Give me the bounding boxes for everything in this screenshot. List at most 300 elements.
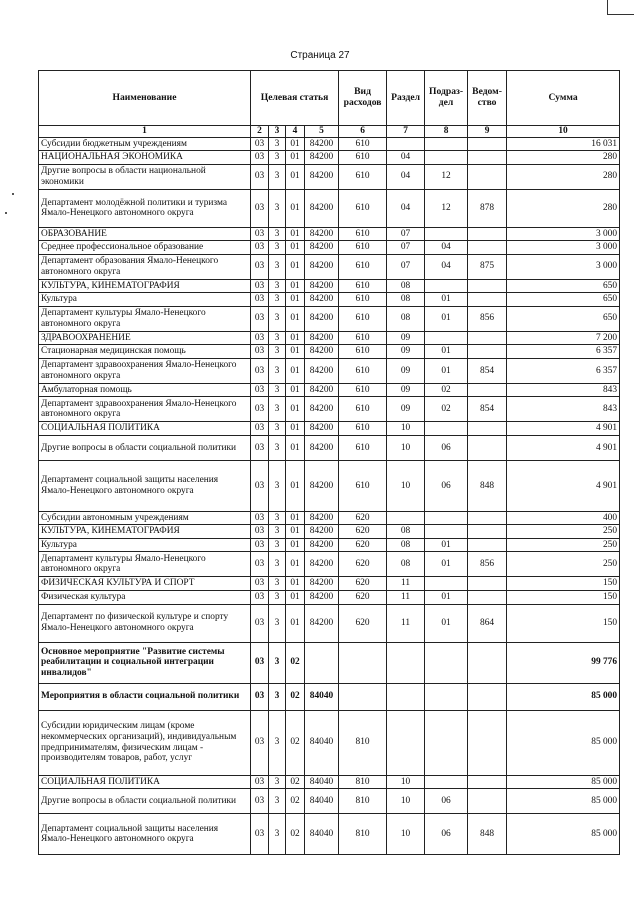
row-name: Стационарная медицинская помощь xyxy=(39,345,251,359)
target-code-3: 01 xyxy=(286,604,305,642)
section: 11 xyxy=(387,590,425,604)
row-name: Департамент культуры Ямало-Ненецкого автономного округа xyxy=(39,552,251,577)
target-code-1: 03 xyxy=(251,642,269,683)
department-code: 875 xyxy=(468,254,507,279)
target-code-1: 03 xyxy=(251,525,269,539)
subsection xyxy=(425,331,468,345)
sum-value: 99 776 xyxy=(507,642,620,683)
target-code-4: 84200 xyxy=(305,538,339,552)
target-code-2: 3 xyxy=(269,710,286,775)
section: 08 xyxy=(387,306,425,331)
subsection: 04 xyxy=(425,254,468,279)
department-code xyxy=(468,642,507,683)
page-number: Страница 27 xyxy=(290,50,350,61)
table-row xyxy=(39,306,620,331)
department-code: 854 xyxy=(468,358,507,383)
target-code-2: 3 xyxy=(269,189,286,227)
target-code-2: 3 xyxy=(269,538,286,552)
target-code-1: 03 xyxy=(251,279,269,293)
target-code-2: 3 xyxy=(269,241,286,255)
department-code xyxy=(468,590,507,604)
target-code-3: 01 xyxy=(286,525,305,539)
header-expense-type: Вид расходов xyxy=(339,71,387,126)
column-number: 4 xyxy=(286,126,305,138)
section: 04 xyxy=(387,189,425,227)
table-row xyxy=(39,814,620,855)
table-row xyxy=(39,683,620,710)
target-code-1: 03 xyxy=(251,460,269,511)
target-code-3: 02 xyxy=(286,710,305,775)
column-number: 10 xyxy=(507,126,620,138)
subsection: 02 xyxy=(425,383,468,397)
expense-type: 610 xyxy=(339,397,387,422)
target-code-3: 01 xyxy=(286,538,305,552)
subsection: 01 xyxy=(425,306,468,331)
header-name: Наименование xyxy=(39,71,251,126)
target-code-4: 84200 xyxy=(305,241,339,255)
subsection xyxy=(425,775,468,789)
target-code-1: 03 xyxy=(251,397,269,422)
table-row xyxy=(39,435,620,460)
expense-type: 610 xyxy=(339,151,387,165)
target-code-3: 01 xyxy=(286,460,305,511)
subsection: 06 xyxy=(425,460,468,511)
target-code-2: 3 xyxy=(269,525,286,539)
subsection: 12 xyxy=(425,189,468,227)
department-code xyxy=(468,683,507,710)
target-code-4: 84200 xyxy=(305,164,339,189)
subsection: 02 xyxy=(425,397,468,422)
department-code xyxy=(468,422,507,436)
target-code-1: 03 xyxy=(251,435,269,460)
section xyxy=(387,511,425,525)
row-name: Основное мероприятие "Развитие системы реабилитации и социальной интеграции инвалидов" xyxy=(39,642,251,683)
table-row xyxy=(39,279,620,293)
section: 10 xyxy=(387,789,425,814)
target-code-4: 84200 xyxy=(305,279,339,293)
table-row xyxy=(39,538,620,552)
subsection: 06 xyxy=(425,789,468,814)
target-code-4: 84200 xyxy=(305,552,339,577)
department-code xyxy=(468,538,507,552)
table-row xyxy=(39,710,620,775)
target-code-3: 01 xyxy=(286,189,305,227)
target-code-3: 01 xyxy=(286,164,305,189)
expense-type: 610 xyxy=(339,254,387,279)
target-code-2: 3 xyxy=(269,683,286,710)
section: 09 xyxy=(387,383,425,397)
header-sum: Сумма xyxy=(507,71,620,126)
expense-type: 610 xyxy=(339,435,387,460)
target-code-1: 03 xyxy=(251,552,269,577)
subsection: 01 xyxy=(425,538,468,552)
subsection xyxy=(425,151,468,165)
target-code-2: 3 xyxy=(269,511,286,525)
target-code-1: 03 xyxy=(251,306,269,331)
row-name: Департамент здравоохранения Ямало-Ненецкого автономного округа xyxy=(39,397,251,422)
sum-value: 85 000 xyxy=(507,710,620,775)
target-code-1: 03 xyxy=(251,137,269,151)
expense-type: 610 xyxy=(339,460,387,511)
subsection: 01 xyxy=(425,604,468,642)
section: 09 xyxy=(387,345,425,359)
sum-value: 400 xyxy=(507,511,620,525)
target-code-3: 01 xyxy=(286,137,305,151)
sum-value: 16 031 xyxy=(507,137,620,151)
row-name: Другие вопросы в области социальной политики xyxy=(39,435,251,460)
row-name: Департамент социальной защиты населения Ямало-Ненецкого автономного округа xyxy=(39,814,251,855)
table-row xyxy=(39,590,620,604)
target-code-1: 03 xyxy=(251,189,269,227)
row-name: Мероприятия в области социальной политики xyxy=(39,683,251,710)
department-code xyxy=(468,331,507,345)
target-code-2: 3 xyxy=(269,604,286,642)
target-code-2: 3 xyxy=(269,254,286,279)
sum-value: 4 901 xyxy=(507,422,620,436)
section: 08 xyxy=(387,552,425,577)
sum-value: 85 000 xyxy=(507,775,620,789)
target-code-2: 3 xyxy=(269,422,286,436)
target-code-4: 84200 xyxy=(305,306,339,331)
target-code-3: 02 xyxy=(286,789,305,814)
target-code-2: 3 xyxy=(269,137,286,151)
target-code-4: 84200 xyxy=(305,358,339,383)
row-name: СОЦИАЛЬНАЯ ПОЛИТИКА xyxy=(39,775,251,789)
table-row xyxy=(39,525,620,539)
subsection xyxy=(425,422,468,436)
target-code-2: 3 xyxy=(269,151,286,165)
row-name: Культура xyxy=(39,293,251,307)
scan-speck xyxy=(5,212,7,214)
expense-type: 620 xyxy=(339,577,387,591)
section: 07 xyxy=(387,241,425,255)
target-code-3: 01 xyxy=(286,577,305,591)
scan-speck xyxy=(12,193,14,195)
expense-type: 810 xyxy=(339,814,387,855)
target-code-4: 84200 xyxy=(305,525,339,539)
department-code: 848 xyxy=(468,814,507,855)
target-code-4: 84200 xyxy=(305,137,339,151)
row-name: Субсидии бюджетным учреждениям xyxy=(39,137,251,151)
table-row xyxy=(39,151,620,165)
row-name: Департамент культуры Ямало-Ненецкого автономного округа xyxy=(39,306,251,331)
target-code-4: 84200 xyxy=(305,254,339,279)
table-row xyxy=(39,789,620,814)
expense-type: 610 xyxy=(339,358,387,383)
section: 10 xyxy=(387,460,425,511)
section: 04 xyxy=(387,151,425,165)
section: 11 xyxy=(387,577,425,591)
column-number: 9 xyxy=(468,126,507,138)
subsection: 01 xyxy=(425,552,468,577)
row-name: Другие вопросы в области национальной экономики xyxy=(39,164,251,189)
sum-value: 250 xyxy=(507,552,620,577)
row-name: ОБРАЗОВАНИЕ xyxy=(39,227,251,241)
sum-value: 85 000 xyxy=(507,789,620,814)
row-name: Культура xyxy=(39,538,251,552)
column-number-row xyxy=(39,126,620,138)
section: 08 xyxy=(387,538,425,552)
expense-type: 620 xyxy=(339,552,387,577)
expense-type: 810 xyxy=(339,710,387,775)
target-code-3: 01 xyxy=(286,151,305,165)
target-code-4: 84200 xyxy=(305,397,339,422)
target-code-3: 01 xyxy=(286,293,305,307)
section: 10 xyxy=(387,435,425,460)
target-code-2: 3 xyxy=(269,227,286,241)
row-name: ЗДРАВООХРАНЕНИЕ xyxy=(39,331,251,345)
department-code xyxy=(468,227,507,241)
target-code-4: 84040 xyxy=(305,789,339,814)
sum-value: 150 xyxy=(507,590,620,604)
table-row xyxy=(39,383,620,397)
table-row xyxy=(39,331,620,345)
target-code-4: 84200 xyxy=(305,435,339,460)
target-code-3: 01 xyxy=(286,552,305,577)
sum-value: 6 357 xyxy=(507,358,620,383)
sum-value: 280 xyxy=(507,189,620,227)
target-code-3: 01 xyxy=(286,241,305,255)
table-row xyxy=(39,254,620,279)
target-code-2: 3 xyxy=(269,293,286,307)
target-code-2: 3 xyxy=(269,358,286,383)
section: 10 xyxy=(387,422,425,436)
target-code-3: 01 xyxy=(286,511,305,525)
expense-type: 610 xyxy=(339,331,387,345)
target-code-1: 03 xyxy=(251,241,269,255)
subsection: 01 xyxy=(425,358,468,383)
row-name: Амбулаторная помощь xyxy=(39,383,251,397)
target-code-4: 84200 xyxy=(305,345,339,359)
target-code-3: 02 xyxy=(286,775,305,789)
table-row xyxy=(39,358,620,383)
department-code xyxy=(468,293,507,307)
section xyxy=(387,137,425,151)
subsection: 01 xyxy=(425,590,468,604)
table-row xyxy=(39,293,620,307)
column-number: 6 xyxy=(339,126,387,138)
section: 09 xyxy=(387,397,425,422)
subsection xyxy=(425,577,468,591)
target-code-2: 3 xyxy=(269,164,286,189)
target-code-3: 01 xyxy=(286,383,305,397)
department-code: 864 xyxy=(468,604,507,642)
target-code-3: 01 xyxy=(286,331,305,345)
column-number: 7 xyxy=(387,126,425,138)
subsection: 12 xyxy=(425,164,468,189)
target-code-4: 84200 xyxy=(305,422,339,436)
table-row xyxy=(39,345,620,359)
row-name: Департамент здравоохранения Ямало-Ненецкого автономного округа xyxy=(39,358,251,383)
department-code xyxy=(468,137,507,151)
table-row xyxy=(39,511,620,525)
table-row xyxy=(39,227,620,241)
corner-mark xyxy=(607,0,634,15)
department-code: 848 xyxy=(468,460,507,511)
sum-value: 150 xyxy=(507,604,620,642)
row-name: Субсидии юридическим лицам (кроме некоммерческих организаций), индивидуальным предпринимателям, физическим лицам - производителям товаров, работ, услуг xyxy=(39,710,251,775)
target-code-2: 3 xyxy=(269,814,286,855)
table-row xyxy=(39,604,620,642)
header-section: Раздел xyxy=(387,71,425,126)
target-code-4: 84200 xyxy=(305,577,339,591)
section: 08 xyxy=(387,525,425,539)
target-code-2: 3 xyxy=(269,383,286,397)
row-name: Субсидии автономным учреждениям xyxy=(39,511,251,525)
target-code-1: 03 xyxy=(251,775,269,789)
sum-value: 843 xyxy=(507,383,620,397)
subsection xyxy=(425,511,468,525)
header-subsection: Подраз-дел xyxy=(425,71,468,126)
row-name: КУЛЬТУРА, КИНЕМАТОГРАФИЯ xyxy=(39,279,251,293)
target-code-4: 84040 xyxy=(305,710,339,775)
department-code xyxy=(468,525,507,539)
target-code-2: 3 xyxy=(269,590,286,604)
section: 08 xyxy=(387,279,425,293)
target-code-4: 84200 xyxy=(305,590,339,604)
header-target-article: Целевая статья xyxy=(251,71,339,126)
target-code-1: 03 xyxy=(251,604,269,642)
expense-type: 620 xyxy=(339,590,387,604)
target-code-1: 03 xyxy=(251,151,269,165)
sum-value: 7 200 xyxy=(507,331,620,345)
department-code xyxy=(468,789,507,814)
target-code-2: 3 xyxy=(269,306,286,331)
expense-type: 610 xyxy=(339,293,387,307)
target-code-1: 03 xyxy=(251,164,269,189)
section xyxy=(387,710,425,775)
department-code: 878 xyxy=(468,189,507,227)
target-code-3: 01 xyxy=(286,345,305,359)
target-code-4: 84200 xyxy=(305,151,339,165)
expense-type: 620 xyxy=(339,525,387,539)
expense-type: 610 xyxy=(339,164,387,189)
target-code-3: 01 xyxy=(286,254,305,279)
subsection xyxy=(425,137,468,151)
subsection: 04 xyxy=(425,241,468,255)
sum-value: 3 000 xyxy=(507,254,620,279)
target-code-2: 3 xyxy=(269,775,286,789)
target-code-3: 02 xyxy=(286,814,305,855)
department-code xyxy=(468,345,507,359)
expense-type: 610 xyxy=(339,189,387,227)
expense-type: 610 xyxy=(339,241,387,255)
target-code-1: 03 xyxy=(251,577,269,591)
target-code-2: 3 xyxy=(269,435,286,460)
subsection xyxy=(425,710,468,775)
target-code-3: 02 xyxy=(286,642,305,683)
section: 10 xyxy=(387,814,425,855)
row-name: Другие вопросы в области социальной политики xyxy=(39,789,251,814)
subsection: 06 xyxy=(425,814,468,855)
expense-type xyxy=(339,642,387,683)
target-code-3: 01 xyxy=(286,227,305,241)
target-code-4: 84200 xyxy=(305,383,339,397)
expense-type: 610 xyxy=(339,422,387,436)
sum-value: 3 000 xyxy=(507,241,620,255)
column-number: 1 xyxy=(39,126,251,138)
sum-value: 6 357 xyxy=(507,345,620,359)
column-number: 8 xyxy=(425,126,468,138)
target-code-2: 3 xyxy=(269,331,286,345)
subsection: 06 xyxy=(425,435,468,460)
section xyxy=(387,683,425,710)
department-code xyxy=(468,710,507,775)
target-code-4: 84200 xyxy=(305,331,339,345)
department-code: 856 xyxy=(468,552,507,577)
department-code xyxy=(468,241,507,255)
header-row xyxy=(39,71,620,126)
target-code-4: 84200 xyxy=(305,293,339,307)
subsection: 01 xyxy=(425,345,468,359)
subsection: 01 xyxy=(425,293,468,307)
target-code-1: 03 xyxy=(251,358,269,383)
target-code-2: 3 xyxy=(269,789,286,814)
sum-value: 843 xyxy=(507,397,620,422)
column-number: 5 xyxy=(305,126,339,138)
section: 09 xyxy=(387,331,425,345)
target-code-1: 03 xyxy=(251,383,269,397)
target-code-1: 03 xyxy=(251,710,269,775)
header-department: Ведом-ство xyxy=(468,71,507,126)
row-name: Физическая культура xyxy=(39,590,251,604)
target-code-4 xyxy=(305,642,339,683)
target-code-4: 84040 xyxy=(305,814,339,855)
sum-value: 250 xyxy=(507,538,620,552)
target-code-1: 03 xyxy=(251,683,269,710)
target-code-1: 03 xyxy=(251,538,269,552)
sum-value: 650 xyxy=(507,293,620,307)
target-code-3: 01 xyxy=(286,306,305,331)
expense-type: 610 xyxy=(339,137,387,151)
section: 08 xyxy=(387,293,425,307)
subsection xyxy=(425,683,468,710)
subsection xyxy=(425,642,468,683)
expense-type: 620 xyxy=(339,511,387,525)
row-name: СОЦИАЛЬНАЯ ПОЛИТИКА xyxy=(39,422,251,436)
budget-table xyxy=(38,70,620,855)
sum-value: 650 xyxy=(507,279,620,293)
department-code xyxy=(468,383,507,397)
target-code-1: 03 xyxy=(251,345,269,359)
subsection xyxy=(425,525,468,539)
section: 11 xyxy=(387,604,425,642)
section xyxy=(387,642,425,683)
row-name: ФИЗИЧЕСКАЯ КУЛЬТУРА И СПОРТ xyxy=(39,577,251,591)
target-code-4: 84040 xyxy=(305,775,339,789)
sum-value: 4 901 xyxy=(507,460,620,511)
department-code: 854 xyxy=(468,397,507,422)
expense-type: 620 xyxy=(339,538,387,552)
department-code xyxy=(468,164,507,189)
table-row xyxy=(39,164,620,189)
expense-type: 810 xyxy=(339,775,387,789)
department-code xyxy=(468,577,507,591)
table-row xyxy=(39,460,620,511)
target-code-1: 03 xyxy=(251,227,269,241)
row-name: КУЛЬТУРА, КИНЕМАТОГРАФИЯ xyxy=(39,525,251,539)
expense-type: 610 xyxy=(339,383,387,397)
expense-type: 620 xyxy=(339,604,387,642)
department-code xyxy=(468,151,507,165)
table-row xyxy=(39,422,620,436)
target-code-3: 01 xyxy=(286,422,305,436)
expense-type: 610 xyxy=(339,345,387,359)
row-name: Департамент образования Ямало-Ненецкого автономного округа xyxy=(39,254,251,279)
row-name: Департамент по физической культуре и спорту Ямало-Ненецкого автономного округа xyxy=(39,604,251,642)
expense-type xyxy=(339,683,387,710)
table-row xyxy=(39,577,620,591)
